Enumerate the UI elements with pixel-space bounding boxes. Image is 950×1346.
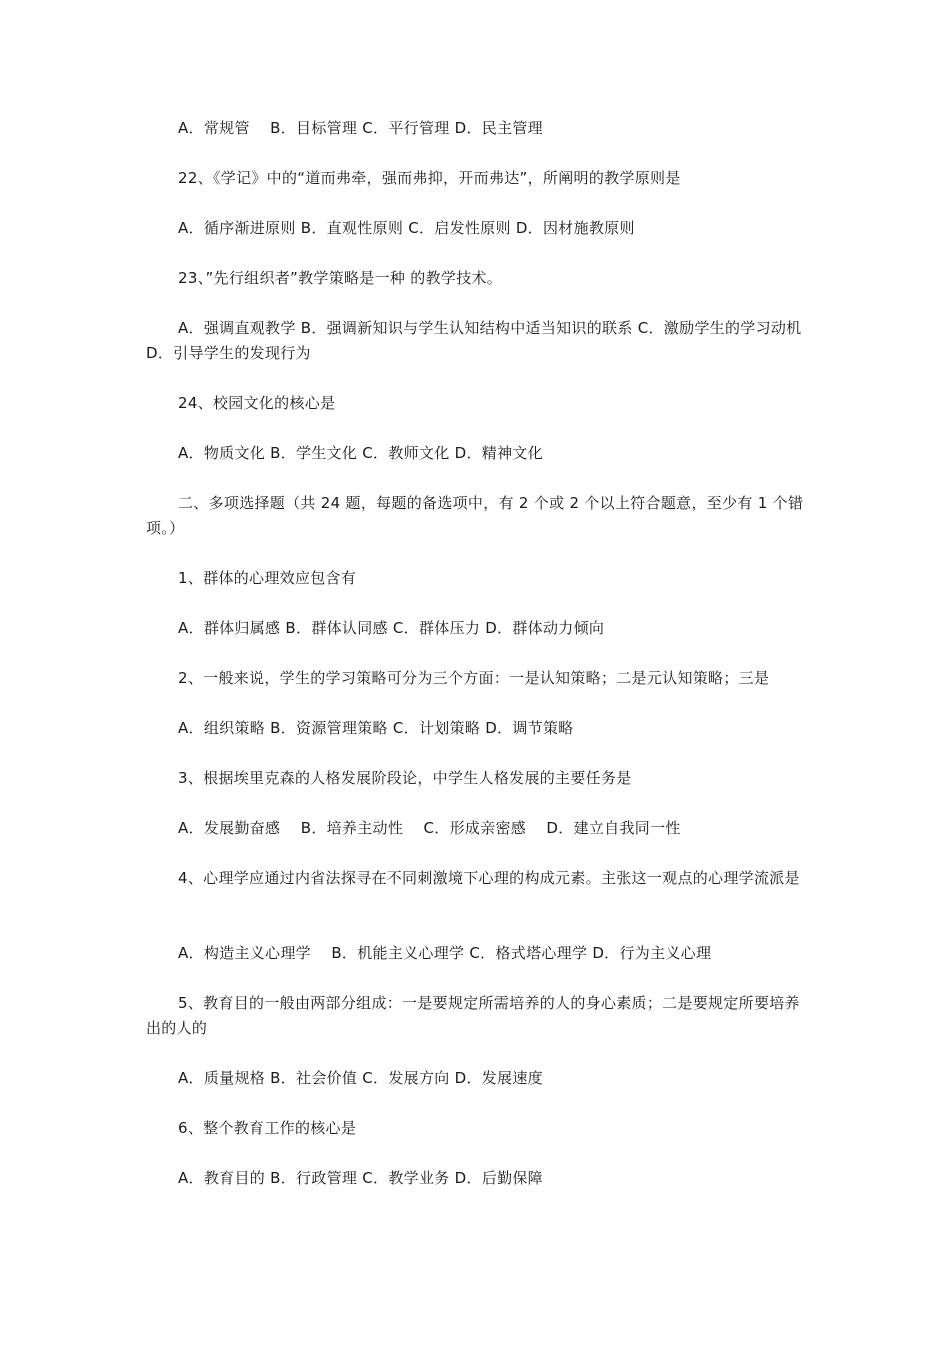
question-24: 24、校园文化的核心是 — [178, 394, 336, 412]
answer-options-22: A．循序渐进原则 B．直观性原则 C．启发性原则 D．因材施教原则 — [178, 219, 635, 237]
answer-options-23: A．强调直观教学 B．强调新知识与学生认知结构中适当知识的联系 C．激励学生的学习动机 D．引导学生的发现行为 — [146, 319, 848, 362]
answer-options-21: A．常规管 B．目标管理 C．平行管理 D．民主管理 — [178, 119, 543, 137]
answer-options-4: A．构造主义心理学 B．机能主义心理学 C．格式塔心理学 D．行为主义心理 — [178, 944, 712, 962]
question-5: 5、教育目的一般由两部分组成：一是要规定所需培养的人的身心素质；二是要规定所要培养出的人的 — [146, 994, 800, 1037]
question-23: 23、”先行组织者”教学策略是一种 的教学技术。 — [178, 269, 503, 287]
question-22: 22、《学记》中的“道而弗牵，强而弗抑，开而弗达”，所阐明的教学原则是 — [178, 169, 681, 187]
answer-options-6: A．教育目的 B．行政管理 C．教学业务 D．后勤保障 — [178, 1169, 543, 1187]
question-6: 6、整个教育工作的核心是 — [178, 1119, 357, 1137]
section-heading-multiple-choice: 二、多项选择题（共 24 题，每题的备选项中，有 2 个或 2 个以上符合题意，至少有 1 个错项。） — [146, 494, 804, 537]
question-1: 1、群体的心理效应包含有 — [178, 569, 357, 587]
question-4: 4、心理学应通过内省法探寻在不同刺激境下心理的构成元素。主张这一观点的心理学流派是 — [178, 869, 800, 887]
answer-options-2: A．组织策略 B．资源管理策略 C．计划策略 D．调节策略 — [178, 719, 574, 737]
question-3: 3、根据埃里克森的人格发展阶段论，中学生人格发展的主要任务是 — [178, 769, 632, 787]
answer-options-3: A．发展勤奋感 B．培养主动性 C．形成亲密感 D．建立自我同一性 — [178, 819, 681, 837]
answer-options-5: A．质量规格 B．社会价值 C．发展方向 D．发展速度 — [178, 1069, 543, 1087]
answer-options-24: A．物质文化 B．学生文化 C．教师文化 D．精神文化 — [178, 444, 543, 462]
question-2: 2、一般来说，学生的学习策略可分为三个方面：一是认知策略；二是元认知策略；三是 — [178, 669, 770, 687]
answer-options-1: A．群体归属感 B．群体认同感 C．群体压力 D．群体动力倾向 — [178, 619, 605, 637]
